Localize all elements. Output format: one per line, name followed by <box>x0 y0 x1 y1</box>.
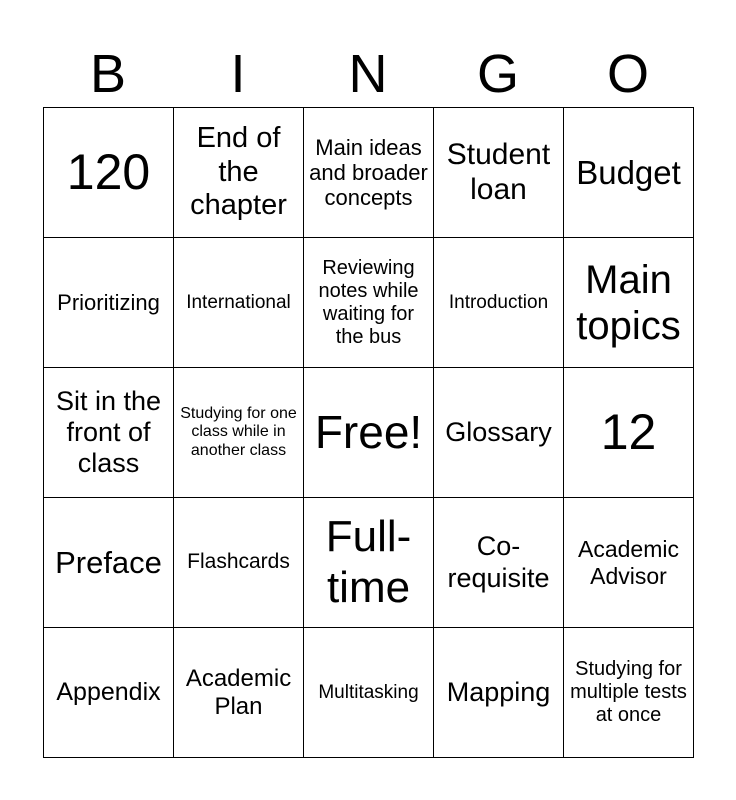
bingo-cell-r4-c4[interactable]: Co-requisite <box>434 498 564 628</box>
bingo-cell-r3-c1[interactable]: Sit in the front of class <box>44 368 174 498</box>
bingo-cell-r1-c3[interactable]: Main ideas and broader concepts <box>304 108 434 238</box>
header-letter-i: I <box>230 44 246 104</box>
header-letter-o: O <box>606 44 649 104</box>
bingo-cell-r1-c1[interactable]: 120 <box>44 108 174 238</box>
free-space-cell[interactable]: Free! <box>304 368 434 498</box>
bingo-header <box>43 40 693 108</box>
bingo-cell-r1-c5[interactable]: Budget <box>564 108 694 238</box>
header-letter-n: N <box>348 44 388 104</box>
header-letter-g: G <box>476 44 519 104</box>
bingo-cell-r3-c4[interactable]: Glossary <box>434 368 564 498</box>
bingo-cell-r5-c4[interactable]: Mapping <box>434 628 564 758</box>
bingo-cell-r2-c5[interactable]: Main topics <box>564 238 694 368</box>
bingo-cell-r2-c2[interactable]: International <box>174 238 304 368</box>
bingo-board <box>43 107 694 758</box>
bingo-cell-r3-c5[interactable]: 12 <box>564 368 694 498</box>
bingo-cell-r1-c4[interactable]: Student loan <box>434 108 564 238</box>
bingo-cell-r4-c3[interactable]: Full-time <box>304 498 434 628</box>
bingo-cell-r4-c5[interactable]: Academic Advisor <box>564 498 694 628</box>
bingo-cell-r5-c5[interactable]: Studying for multiple tests at once <box>564 628 694 758</box>
bingo-cell-r4-c2[interactable]: Flashcards <box>174 498 304 628</box>
bingo-cell-r5-c2[interactable]: Academic Plan <box>174 628 304 758</box>
bingo-cell-r5-c1[interactable]: Appendix <box>44 628 174 758</box>
bingo-cell-r4-c1[interactable]: Preface <box>44 498 174 628</box>
bingo-cell-r2-c3[interactable]: Reviewing notes while waiting for the bus <box>304 238 434 368</box>
bingo-cell-r2-c1[interactable]: Prioritizing <box>44 238 174 368</box>
bingo-cell-r3-c2[interactable]: Studying for one class while in another class <box>174 368 304 498</box>
bingo-cell-r5-c3[interactable]: Multitasking <box>304 628 434 758</box>
bingo-cell-r2-c4[interactable]: Introduction <box>434 238 564 368</box>
header-letter-b: B <box>89 44 127 104</box>
bingo-cell-r1-c2[interactable]: End of the chapter <box>174 108 304 238</box>
